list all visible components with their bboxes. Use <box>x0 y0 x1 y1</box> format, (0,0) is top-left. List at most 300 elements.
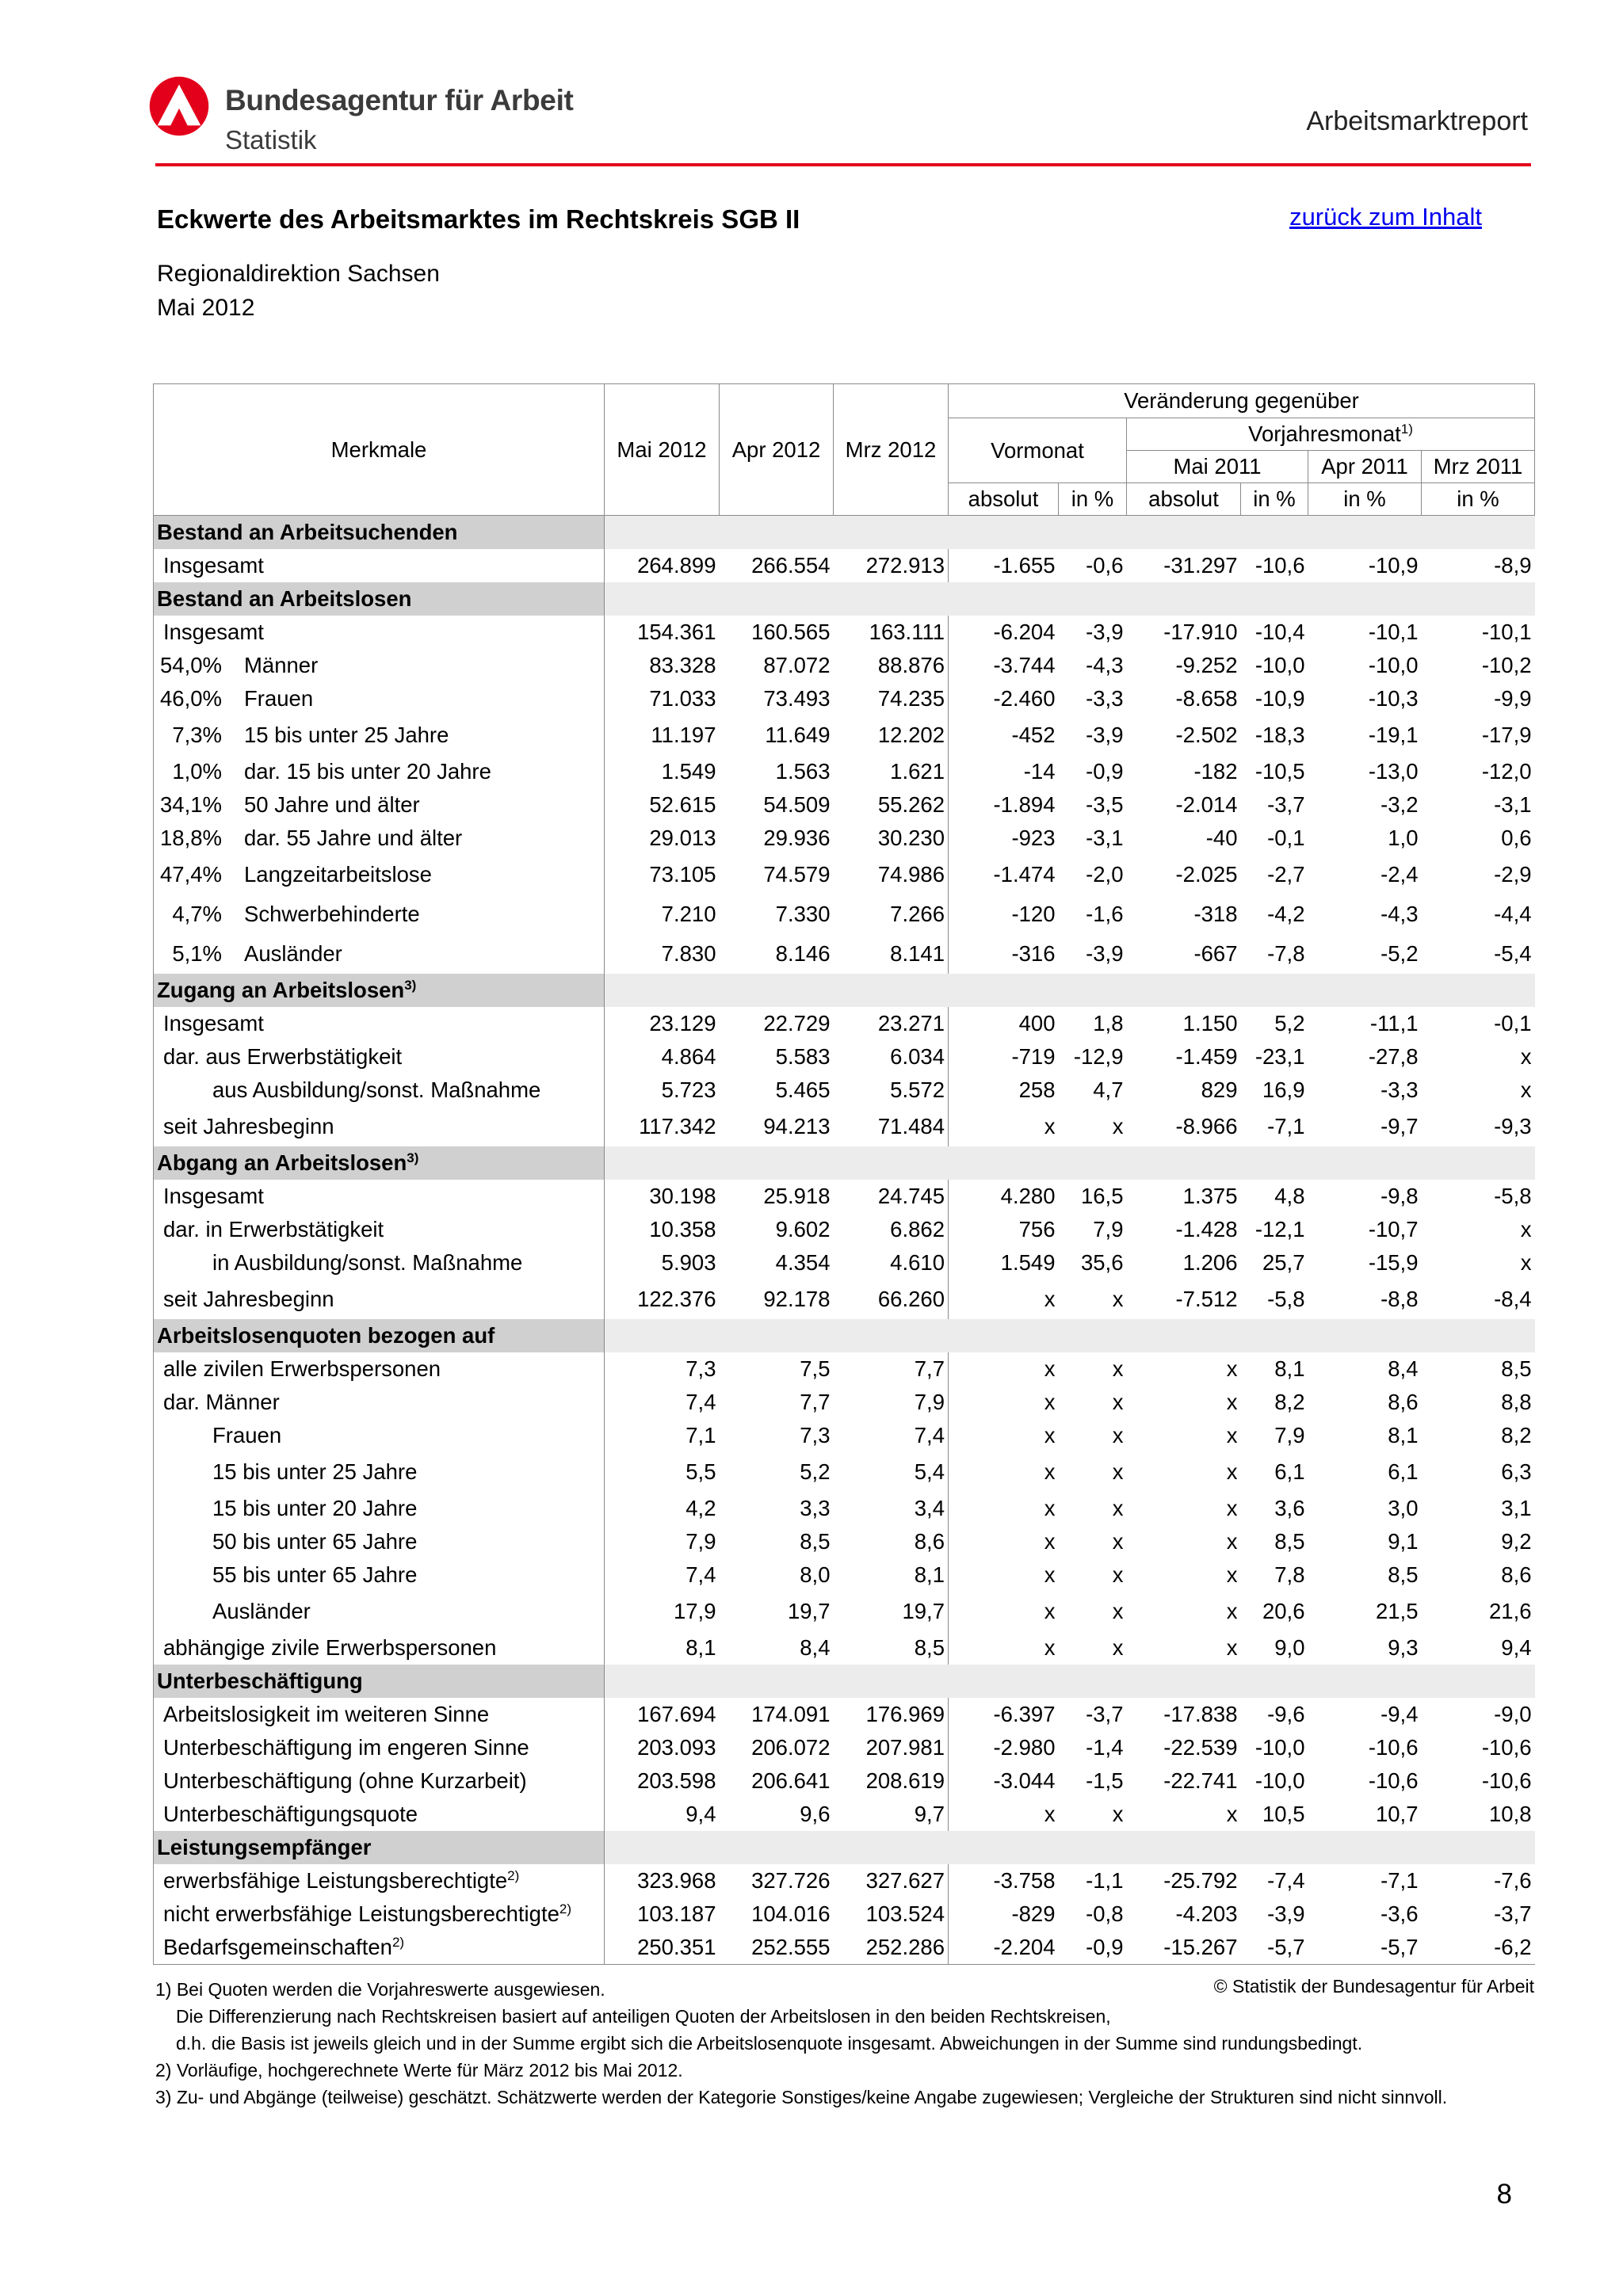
value-cell: -3.758 <box>993 1868 1056 1893</box>
value-cell: 4,7 <box>1093 1077 1124 1102</box>
value-cell: -11,1 <box>1369 1011 1419 1035</box>
value-cell: 203.093 <box>637 1735 716 1760</box>
value-cell: -7,6 <box>1494 1868 1532 1893</box>
value-cell: -6,2 <box>1422 1931 1535 1965</box>
table-row <box>154 1107 1535 1146</box>
value-cell: -8,9 <box>1494 553 1532 578</box>
value-cell: x <box>1226 1599 1238 1623</box>
row-label: 55 bis unter 65 Jahre <box>154 1558 605 1592</box>
value-cell: x <box>1044 1635 1056 1660</box>
row-label: erwerbsfähige Leistungsberechtigte$^{2)}$ <box>154 1864 605 1897</box>
value-cell: -27,8 <box>1368 1044 1419 1069</box>
value-cell: -9,0 <box>1494 1702 1532 1726</box>
value-cell: -3.744 <box>993 653 1056 677</box>
value-cell: -0,9 <box>1086 759 1124 784</box>
value-cell: 5,2 <box>1274 1011 1305 1035</box>
value-cell: x <box>1044 1459 1056 1484</box>
table-row <box>154 855 1535 894</box>
value-cell: 1.206 <box>1182 1250 1238 1275</box>
value-cell: 9,2 <box>1501 1529 1532 1554</box>
value-cell: -4,3 <box>1381 902 1419 926</box>
value-cell: 19,7 <box>834 1592 949 1631</box>
value-cell: 8,4 <box>800 1635 831 1660</box>
table-row <box>154 894 1535 934</box>
value-cell: 160.565 <box>751 620 831 644</box>
value-cell: x <box>1044 1529 1056 1554</box>
value-cell: 1.563 <box>775 759 831 784</box>
value-cell: -25.792 <box>1163 1868 1238 1893</box>
value-cell: 10.358 <box>649 1217 716 1241</box>
table-row <box>154 682 1535 715</box>
header-in-pct: in % <box>1059 483 1127 516</box>
data-table <box>153 383 1535 1965</box>
value-cell: -8.966 <box>1175 1114 1238 1138</box>
value-cell: 25,7 <box>1262 1250 1305 1275</box>
value-cell: 7,4 <box>685 1562 716 1587</box>
value-cell: 10,7 <box>1375 1802 1419 1826</box>
value-cell: -31.297 <box>1163 553 1238 578</box>
value-cell: -2.025 <box>1175 862 1238 887</box>
section-header: Leistungsempfänger <box>154 1831 605 1864</box>
row-label: dar. Männer <box>154 1386 605 1419</box>
value-cell: 4,2 <box>685 1496 716 1520</box>
value-cell: -829 <box>1011 1901 1056 1926</box>
page-number: 8 <box>1496 2179 1512 2210</box>
table-row <box>154 1246 1535 1280</box>
value-cell: 7,9 <box>834 1386 949 1419</box>
table-row <box>154 788 1535 822</box>
value-cell: -10,6 <box>1368 1768 1419 1793</box>
value-cell: -1.894 <box>993 792 1056 817</box>
table-row <box>154 1864 1535 1897</box>
value-cell: -4,2 <box>1267 902 1305 926</box>
value-cell: 207.981 <box>834 1731 949 1764</box>
value-cell: -3,6 <box>1381 1901 1419 1926</box>
value-cell: 167.694 <box>637 1702 716 1726</box>
value-cell: -2.460 <box>993 686 1056 711</box>
value-cell: 206.641 <box>751 1768 831 1793</box>
value-cell: 83.328 <box>649 653 716 677</box>
value-cell: x <box>1226 1459 1238 1484</box>
value-cell: -1,4 <box>1086 1735 1124 1760</box>
value-cell: 8,5 <box>834 1631 949 1665</box>
table-row <box>154 1631 1535 1665</box>
section-header: Bestand an Arbeitsuchenden <box>154 516 605 550</box>
header-in-pct: in % <box>1308 483 1422 516</box>
row-label: Insgesamt <box>154 1007 605 1040</box>
value-cell: 252.555 <box>720 1931 834 1965</box>
value-cell: 203.598 <box>637 1768 716 1793</box>
value-cell: 74.579 <box>763 862 831 887</box>
value-cell: 104.016 <box>751 1901 831 1926</box>
value-cell: -6.204 <box>993 620 1056 644</box>
table-row <box>154 1007 1535 1040</box>
value-cell: -15,9 <box>1368 1250 1419 1275</box>
row-label: 5,1% Ausländer <box>154 934 605 974</box>
section-header: Abgang an Arbeitslosen$^{3)}$ <box>154 1146 605 1180</box>
value-cell: -13,0 <box>1368 759 1419 784</box>
value-cell: 176.969 <box>834 1698 949 1731</box>
value-cell: -10,0 <box>1368 653 1419 677</box>
value-cell: x <box>1112 1356 1124 1381</box>
back-to-contents-link[interactable]: zurück zum Inhalt <box>1289 203 1482 231</box>
row-label: dar. aus Erwerbstätigkeit <box>154 1040 605 1074</box>
value-cell: x <box>1226 1390 1238 1414</box>
value-cell: 1.549 <box>1000 1250 1056 1275</box>
value-cell: x <box>1044 1114 1056 1138</box>
value-cell: 8,5 <box>1388 1562 1419 1587</box>
value-cell: 1.549 <box>661 759 716 784</box>
footnote-1-cont: Die Differenzierung nach Rechtskreisen basiert auf anteiligen Quoten der Arbeitslosen in den beiden Rechtskreisen, <box>176 2006 1111 2027</box>
row-label: alle zivilen Erwerbspersonen <box>154 1352 605 1386</box>
value-cell: 122.376 <box>637 1287 716 1311</box>
header-absolut: absolut <box>949 483 1059 516</box>
value-cell: 8,2 <box>1501 1423 1532 1447</box>
value-cell: -6.397 <box>993 1702 1056 1726</box>
value-cell: 323.968 <box>637 1868 716 1893</box>
value-cell: 8,5 <box>800 1529 831 1554</box>
value-cell: 7,4 <box>685 1390 716 1414</box>
value-cell: 52.615 <box>649 792 716 817</box>
value-cell: 4.610 <box>834 1246 949 1280</box>
table-row <box>154 1074 1535 1107</box>
value-cell: -17.838 <box>1163 1702 1238 1726</box>
table-row <box>154 1386 1535 1419</box>
value-cell: 8,1 <box>1274 1356 1305 1381</box>
ba-logo-icon <box>149 76 209 136</box>
value-cell: 6.862 <box>834 1213 949 1246</box>
value-cell: 8,1 <box>1388 1423 1419 1447</box>
value-cell: -17.910 <box>1163 620 1238 644</box>
header-vorjahresmonat <box>1127 418 1535 451</box>
value-cell: -7,1 <box>1381 1868 1419 1893</box>
row-label: Ausländer <box>154 1592 605 1631</box>
value-cell: 30.230 <box>834 822 949 855</box>
value-cell: -9,6 <box>1267 1702 1305 1726</box>
value-cell: -4.203 <box>1175 1901 1238 1926</box>
value-cell: 20,6 <box>1262 1599 1305 1623</box>
value-cell: 6,3 <box>1501 1459 1532 1484</box>
value-cell: 29.936 <box>763 826 831 850</box>
value-cell: 8,4 <box>1388 1356 1419 1381</box>
region-name: Regionaldirektion Sachsen <box>157 261 440 287</box>
value-cell: 7,9 <box>1093 1217 1124 1241</box>
row-label: 7,3% 15 bis unter 25 Jahre <box>154 715 605 755</box>
period: Mai 2012 <box>157 295 255 321</box>
table-row <box>154 1731 1535 1764</box>
value-cell: -9,4 <box>1381 1702 1419 1726</box>
value-cell: -2.980 <box>993 1735 1056 1760</box>
value-cell: 0,6 <box>1501 826 1532 850</box>
value-cell: -8,8 <box>1381 1287 1419 1311</box>
value-cell: x <box>1520 1217 1532 1241</box>
value-cell: 5,2 <box>800 1459 831 1484</box>
value-cell: -2.204 <box>949 1931 1059 1965</box>
value-cell: 23.129 <box>649 1011 716 1035</box>
value-cell: 10,5 <box>1262 1802 1305 1826</box>
value-cell: -12,0 <box>1481 759 1532 784</box>
value-cell: -10,2 <box>1481 653 1532 677</box>
value-cell: x <box>1112 1390 1124 1414</box>
value-cell: x <box>1044 1390 1056 1414</box>
value-cell: -22.539 <box>1163 1735 1238 1760</box>
value-cell: x <box>1226 1529 1238 1554</box>
value-cell: 88.876 <box>834 649 949 682</box>
row-label: seit Jahresbeginn <box>154 1107 605 1146</box>
value-cell: -1,5 <box>1086 1768 1124 1793</box>
value-cell: -7,4 <box>1267 1868 1305 1893</box>
row-label: Unterbeschäftigung (ohne Kurzarbeit) <box>154 1764 605 1798</box>
value-cell: 9,6 <box>800 1802 831 1826</box>
value-cell: -3,3 <box>1086 686 1124 711</box>
value-cell: -3,3 <box>1381 1077 1419 1102</box>
value-cell: x <box>1112 1599 1124 1623</box>
value-cell: -0,6 <box>1086 553 1124 578</box>
row-label: Unterbeschäftigungsquote <box>154 1798 605 1831</box>
value-cell: 9.602 <box>775 1217 831 1241</box>
value-cell: x <box>1112 1423 1124 1447</box>
value-cell: 9,1 <box>1388 1529 1419 1554</box>
value-cell: -10,7 <box>1368 1217 1419 1241</box>
value-cell: -3,1 <box>1086 826 1124 850</box>
value-cell: -719 <box>1011 1044 1056 1069</box>
value-cell: -40 <box>1205 826 1238 850</box>
value-cell: 21,5 <box>1375 1599 1419 1623</box>
row-label: Unterbeschäftigung im engeren Sinne <box>154 1731 605 1764</box>
row-label: 15 bis unter 20 Jahre <box>154 1492 605 1525</box>
value-cell: -22.741 <box>1163 1768 1238 1793</box>
value-cell: -3,9 <box>1267 1901 1305 1926</box>
value-cell: x <box>1112 1802 1124 1826</box>
report-title: Arbeitsmarktreport <box>1306 106 1528 136</box>
value-cell: 73.105 <box>649 862 716 887</box>
value-cell: -10,9 <box>1254 686 1305 711</box>
row-label: Insgesamt <box>154 1180 605 1213</box>
table-row <box>154 1698 1535 1731</box>
value-cell: -1.474 <box>993 862 1056 887</box>
value-cell: 103.524 <box>834 1897 949 1931</box>
value-cell: 174.091 <box>751 1702 831 1726</box>
value-cell: 94.213 <box>763 1114 831 1138</box>
value-cell: 103.187 <box>637 1901 716 1926</box>
row-label: in Ausbildung/sonst. Maßnahme <box>154 1246 605 1280</box>
value-cell: -8,4 <box>1494 1287 1532 1311</box>
value-cell: 7,7 <box>800 1390 831 1414</box>
value-cell: x <box>1226 1423 1238 1447</box>
value-cell: -0,1 <box>1267 826 1305 850</box>
value-cell: -9,9 <box>1494 686 1532 711</box>
row-label: Insgesamt <box>154 549 605 582</box>
header-in-pct: in % <box>1422 483 1535 516</box>
value-cell: -3.044 <box>993 1768 1056 1793</box>
value-cell: 8,8 <box>1501 1390 1532 1414</box>
org-name: Bundesagentur für Arbeit <box>225 84 574 116</box>
value-cell: 8,5 <box>1274 1529 1305 1554</box>
footnote-ref: 1) <box>1400 421 1413 437</box>
value-cell: 7,1 <box>685 1423 716 1447</box>
value-cell: -3,5 <box>1086 792 1124 817</box>
value-cell: 12.202 <box>834 715 949 755</box>
value-cell: -2,7 <box>1267 862 1305 887</box>
value-cell: -1.655 <box>993 553 1056 578</box>
org-subtitle: Statistik <box>225 125 317 154</box>
value-cell: 23.271 <box>834 1007 949 1040</box>
value-cell: 7,3 <box>685 1356 716 1381</box>
value-cell: 7,5 <box>800 1356 831 1381</box>
value-cell: -10,6 <box>1481 1768 1532 1793</box>
section-header: Arbeitslosenquoten bezogen auf <box>154 1319 605 1352</box>
row-label: 46,0% Frauen <box>154 682 605 715</box>
value-cell: 5.465 <box>775 1077 831 1102</box>
value-cell: 7,9 <box>685 1529 716 1554</box>
table-row <box>154 934 1535 974</box>
vorjahresmonat-label: Vorjahresmonat <box>1248 421 1401 446</box>
value-cell: -5,4 <box>1494 941 1532 966</box>
value-cell: x <box>1044 1356 1056 1381</box>
value-cell: x <box>1044 1802 1056 1826</box>
table-row <box>154 1419 1535 1452</box>
value-cell: -10,1 <box>1368 620 1419 644</box>
value-cell: 7,8 <box>1274 1562 1305 1587</box>
header-in-pct: in % <box>1241 483 1308 516</box>
value-cell: -10,0 <box>1254 1735 1305 1760</box>
header-mrz-2011: Mrz 2011 <box>1422 451 1535 483</box>
value-cell: -7.512 <box>1175 1287 1238 1311</box>
value-cell: 327.627 <box>834 1864 949 1897</box>
value-cell: -10,5 <box>1254 759 1305 784</box>
value-cell: -3,2 <box>1381 792 1419 817</box>
row-label: Arbeitslosigkeit im weiteren Sinne <box>154 1698 605 1731</box>
value-cell: 73.493 <box>763 686 831 711</box>
table-row <box>154 1931 1535 1965</box>
value-cell: 829 <box>1201 1077 1238 1102</box>
header-mai-2012: Mai 2012 <box>605 384 720 516</box>
row-label: 34,1% 50 Jahre und älter <box>154 788 605 822</box>
value-cell: 154.361 <box>637 620 716 644</box>
value-cell: -923 <box>1011 826 1056 850</box>
value-cell: 9,4 <box>1501 1635 1532 1660</box>
value-cell: -17,9 <box>1481 723 1532 747</box>
value-cell: -1.459 <box>1175 1044 1238 1069</box>
value-cell: x <box>1112 1529 1124 1554</box>
value-cell: -19,1 <box>1368 723 1419 747</box>
value-cell: 8.146 <box>775 941 831 966</box>
value-cell: 7,4 <box>834 1419 949 1452</box>
value-cell: -2.502 <box>1175 723 1238 747</box>
value-cell: 29.013 <box>649 826 716 850</box>
value-cell: x <box>1226 1802 1238 1826</box>
value-cell: -3,7 <box>1267 792 1305 817</box>
row-label: 18,8% dar. 55 Jahre und älter <box>154 822 605 855</box>
value-cell: -12,9 <box>1073 1044 1124 1069</box>
value-cell: -452 <box>1011 723 1056 747</box>
value-cell: -316 <box>1011 941 1056 966</box>
value-cell: -2,4 <box>1381 862 1419 887</box>
value-cell: 74.235 <box>834 682 949 715</box>
value-cell: 6.034 <box>834 1040 949 1074</box>
value-cell: 5,4 <box>834 1452 949 1492</box>
value-cell: -0,9 <box>1059 1931 1127 1965</box>
header-mrz-2012: Mrz 2012 <box>834 384 949 516</box>
value-cell: 163.111 <box>834 616 949 649</box>
value-cell: 7.210 <box>661 902 716 926</box>
value-cell: x <box>1112 1562 1124 1587</box>
value-cell: x <box>1044 1287 1056 1311</box>
value-cell: 206.072 <box>751 1735 831 1760</box>
value-cell: 3,6 <box>1274 1496 1305 1520</box>
table-row <box>154 822 1535 855</box>
value-cell: 266.554 <box>751 553 831 578</box>
value-cell: 17,9 <box>673 1599 716 1623</box>
value-cell: x <box>1112 1114 1124 1138</box>
header-veraenderung: Veränderung gegenüber <box>949 384 1535 418</box>
header-vormonat: Vormonat <box>949 418 1127 483</box>
header-mai-2011: Mai 2011 <box>1127 451 1308 483</box>
value-cell: 327.726 <box>751 1868 831 1893</box>
value-cell: 5,5 <box>685 1459 716 1484</box>
value-cell: 25.918 <box>763 1184 831 1208</box>
table-row <box>154 1352 1535 1386</box>
value-cell: -9.252 <box>1175 653 1238 677</box>
value-cell: x <box>1112 1635 1124 1660</box>
value-cell: 7,7 <box>834 1352 949 1386</box>
value-cell: x <box>1044 1423 1056 1447</box>
value-cell: x <box>1044 1496 1056 1520</box>
section-header: Bestand an Arbeitslosen <box>154 582 605 616</box>
value-cell: -5,8 <box>1267 1287 1305 1311</box>
value-cell: 3,3 <box>800 1496 831 1520</box>
row-label: 4,7% Schwerbehinderte <box>154 894 605 934</box>
value-cell: -14 <box>1023 759 1056 784</box>
value-cell: 8,5 <box>1501 1356 1532 1381</box>
value-cell: 8,6 <box>1501 1562 1532 1587</box>
value-cell: 272.913 <box>834 549 949 582</box>
value-cell: -3,1 <box>1494 792 1532 817</box>
table-row <box>154 1592 1535 1631</box>
value-cell: 71.033 <box>649 686 716 711</box>
value-cell: 4.354 <box>775 1250 831 1275</box>
value-cell: x <box>1044 1599 1056 1623</box>
value-cell: -10,6 <box>1481 1735 1532 1760</box>
value-cell: 400 <box>1018 1011 1056 1035</box>
value-cell: 5.572 <box>834 1074 949 1107</box>
value-cell: x <box>1226 1562 1238 1587</box>
value-cell: 1,0 <box>1388 826 1419 850</box>
value-cell: -3,9 <box>1086 620 1124 644</box>
table-row <box>154 1213 1535 1246</box>
row-label: dar. in Erwerbstätigkeit <box>154 1213 605 1246</box>
value-cell: 9,4 <box>685 1802 716 1826</box>
value-cell: 71.484 <box>834 1107 949 1146</box>
footnote-2: 2) Vorläufige, hochgerechnete Werte für März 2012 bis Mai 2012. <box>155 2060 683 2081</box>
value-cell: 4.864 <box>661 1044 716 1069</box>
value-cell: 9,3 <box>1388 1635 1419 1660</box>
value-cell: -182 <box>1193 759 1238 784</box>
footnote-1-cont: d.h. die Basis ist jeweils gleich und in der Summe ergibt sich die Arbeitslosenquote insgesamt. Abweichungen in der Summe sind rundungsbedingt. <box>176 2033 1363 2054</box>
table-row <box>154 1798 1535 1831</box>
value-cell: x <box>1112 1287 1124 1311</box>
copyright: © Statistik der Bundesagentur für Arbeit <box>1213 1976 1534 1997</box>
value-cell: -12,1 <box>1254 1217 1305 1241</box>
value-cell: 6,1 <box>1388 1459 1419 1484</box>
value-cell: 8,2 <box>1274 1390 1305 1414</box>
value-cell: -9,7 <box>1381 1114 1419 1138</box>
value-cell: 9,7 <box>834 1798 949 1831</box>
value-cell: -0,1 <box>1494 1011 1532 1035</box>
value-cell: 1.150 <box>1182 1011 1238 1035</box>
value-cell: -10,4 <box>1254 620 1305 644</box>
table-row <box>154 1040 1535 1074</box>
